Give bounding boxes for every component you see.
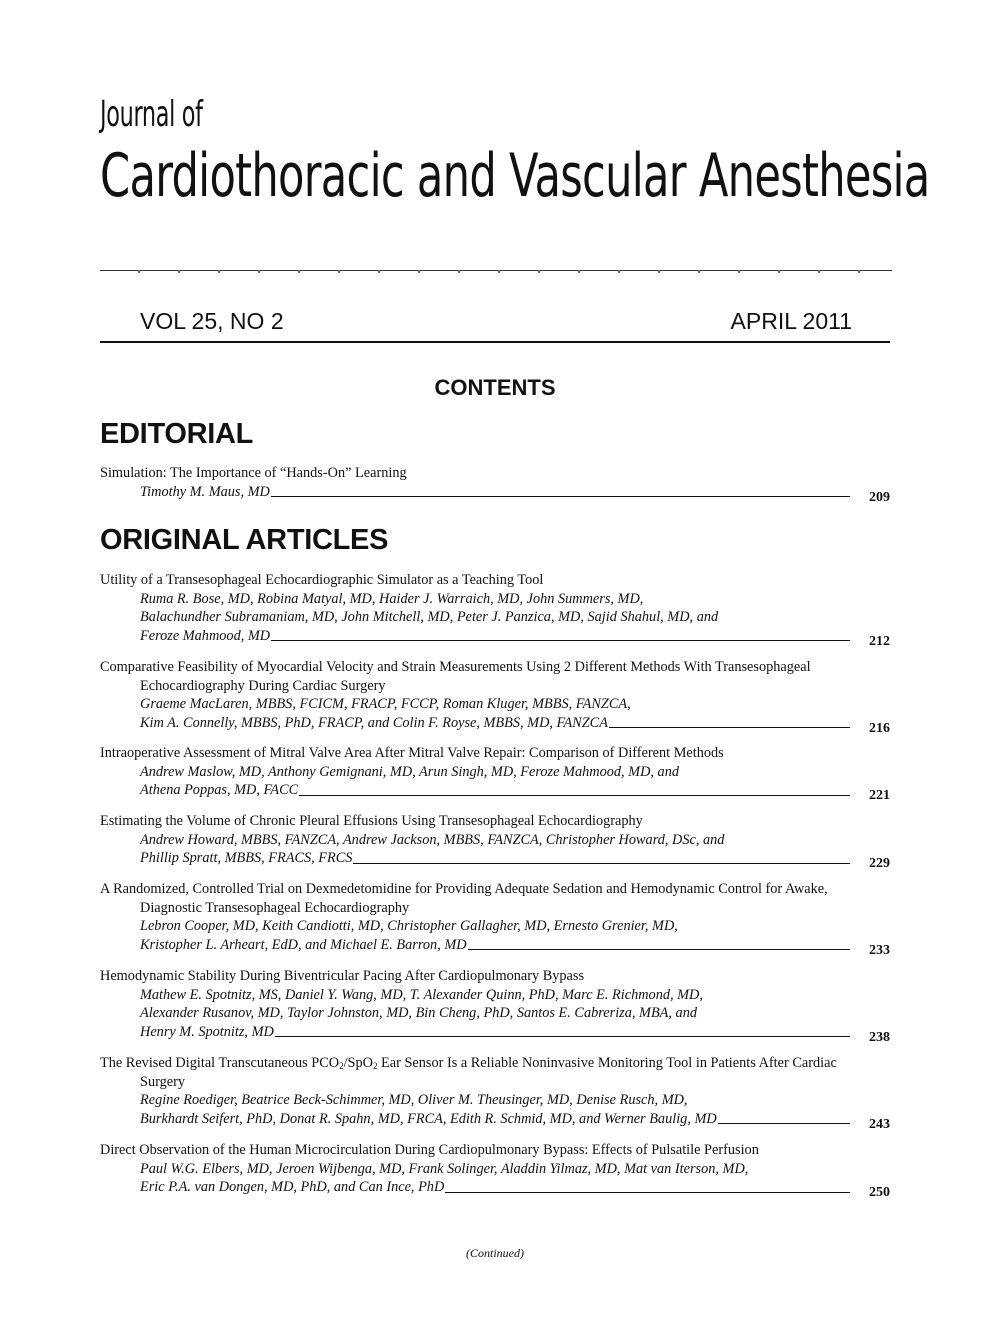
- dot-leader: [299, 794, 850, 796]
- toc-entry[interactable]: [100, 571, 890, 649]
- journal-masthead: [100, 94, 930, 211]
- entry-page: 243: [869, 1116, 890, 1132]
- entry-title[interactable]: Direct Observation of the Human Microcirculation During Cardiopulmonary Bypass: Effects of Pulsatile Perfusion: [100, 1142, 759, 1158]
- dot-leader: [718, 1122, 850, 1124]
- entry-title[interactable]: The Revised Digital Transcutaneous $PCO_2/SpO_2$ Ear Sensor Is a Reliable Noninvasive Monitoring Tool in Patients After Cardiac Surgery: [100, 1055, 837, 1090]
- entry-title[interactable]: Comparative Feasibility of Myocardial Velocity and Strain Measurements Using 2 Different Methods With Transesophageal Echocardiography During Cardiac Surgery: [100, 659, 811, 694]
- entry-page: 221: [869, 788, 890, 804]
- entry-title[interactable]: Intraoperative Assessment of Mitral Valve Area After Mitral Valve Repair: Comparison of Different Methods: [100, 745, 724, 761]
- entry-authors: Regine Roediger, Beatrice Beck-Schimmer, MD, Oliver M. Theusinger, MD, Denise Rusch, MD,: [140, 1092, 688, 1109]
- entry-authors: Ruma R. Bose, MD, Robina Matyal, MD, Haider J. Warraich, MD, John Summers, MD,: [140, 590, 644, 607]
- toc-entry[interactable]: [100, 744, 890, 804]
- entry-page: 238: [869, 1029, 890, 1045]
- entry-authors: Lebron Cooper, MD, Keith Candiotti, MD, Christopher Gallagher, MD, Ernesto Grenier, MD,: [140, 918, 678, 935]
- dot-leader: [468, 948, 850, 950]
- toc-entry[interactable]: [100, 464, 890, 505]
- continued-note: (Continued): [466, 1246, 524, 1260]
- entry-page: 233: [869, 942, 890, 958]
- entry-authors: Alexander Rusanov, MD, Taylor Johnston, MD, Bin Cheng, PhD, Santos E. Cabreriza, MBA, and: [140, 1005, 697, 1022]
- entry-authors: Feroze Mahmood, MD: [140, 627, 271, 644]
- dot-leader: [271, 495, 850, 497]
- entry-title[interactable]: Estimating the Volume of Chronic Pleural Effusions Using Transesophageal Echocardiography: [100, 813, 643, 829]
- entry-authors: Henry M. Spotnitz, MD: [140, 1023, 274, 1040]
- toc-entry[interactable]: [100, 658, 890, 736]
- entry-authors: Balachundher Subramaniam, MD, John Mitchell, MD, Peter J. Panzica, MD, Sajid Shahul, MD, and: [140, 609, 719, 626]
- entry-title[interactable]: A Randomized, Controlled Trial on Dexmedetomidine for Providing Adequate Sedation and Hemodynamic Control for Awake, Diagnostic Transesophageal Echocardiography: [100, 881, 828, 916]
- entry-page: 212: [869, 633, 890, 649]
- entry-authors: Graeme MacLaren, MBBS, FCICM, FRACP, FCCP, Roman Kluger, MBBS, FANZCA,: [140, 696, 631, 713]
- entry-authors: Paul W.G. Elbers, MD, Jeroen Wijbenga, MD, Frank Solinger, Aladdin Yilmaz, MD, Mat van Iterson, MD,: [140, 1160, 749, 1177]
- dot-leader: [609, 726, 850, 728]
- issue-line: [140, 308, 852, 335]
- toc-entry[interactable]: [100, 812, 890, 872]
- toc-entry[interactable]: [100, 880, 890, 958]
- toc-entry[interactable]: [100, 967, 890, 1045]
- entry-authors: Burkhardt Seifert, PhD, Donat R. Spahn, MD, FRCA, Edith R. Schmid, MD, and Werner Baulig, MD: [140, 1110, 717, 1127]
- dot-leader: [271, 639, 850, 641]
- entry-authors: Timothy M. Maus, MD: [140, 483, 270, 500]
- entry-title[interactable]: Hemodynamic Stability During Biventricular Pacing After Cardiopulmonary Bypass: [100, 968, 585, 984]
- entry-title[interactable]: Simulation: The Importance of “Hands-On” Learning: [100, 465, 407, 481]
- entry-authors: Athena Poppas, MD, FACC: [140, 782, 299, 799]
- dot-leader: [445, 1191, 850, 1193]
- issue-volume: VOL 25, NO 2: [140, 308, 284, 334]
- section-heading-editorial: EDITORIAL: [100, 418, 254, 450]
- entry-page: 216: [869, 720, 890, 736]
- issue-date: APRIL 2011: [730, 308, 852, 334]
- masthead-line1: Journal of: [100, 94, 203, 135]
- entry-page: 209: [869, 489, 890, 505]
- entry-authors: Mathew E. Spotnitz, MS, Daniel Y. Wang, MD, T. Alexander Quinn, PhD, Marc E. Richmond, MD,: [140, 986, 703, 1003]
- masthead-divider-ticks: [100, 270, 892, 273]
- toc-entry[interactable]: [100, 1141, 890, 1201]
- issue-divider: [100, 341, 890, 343]
- contents-title: CONTENTS: [434, 375, 556, 400]
- dot-leader: [353, 862, 850, 864]
- entry-page: 250: [869, 1185, 890, 1201]
- section-heading-original-articles: ORIGINAL ARTICLES: [100, 524, 389, 556]
- entry-authors: Phillip Spratt, MBBS, FRACS, FRCS: [140, 850, 353, 867]
- masthead-line2: Cardiothoracic and Vascular Anesthesia: [100, 141, 930, 211]
- entry-authors: Kim A. Connelly, MBBS, PhD, FRACP, and Colin F. Royse, MBBS, MD, FANZCA: [140, 714, 608, 731]
- entry-authors: Andrew Maslow, MD, Anthony Gemignani, MD, Arun Singh, MD, Feroze Mahmood, MD, and: [140, 763, 679, 780]
- entry-page: 229: [869, 856, 890, 872]
- entry-authors: Eric P.A. van Dongen, MD, PhD, and Can Ince, PhD: [140, 1179, 445, 1196]
- entry-title[interactable]: Utility of a Transesophageal Echocardiographic Simulator as a Teaching Tool: [100, 572, 544, 588]
- entry-authors: Kristopher L. Arheart, EdD, and Michael E. Barron, MD: [140, 936, 467, 953]
- toc-entry[interactable]: [100, 1054, 890, 1132]
- entry-authors: Andrew Howard, MBBS, FANZCA, Andrew Jackson, MBBS, FANZCA, Christopher Howard, DSc, and: [140, 831, 725, 848]
- dot-leader: [275, 1035, 850, 1037]
